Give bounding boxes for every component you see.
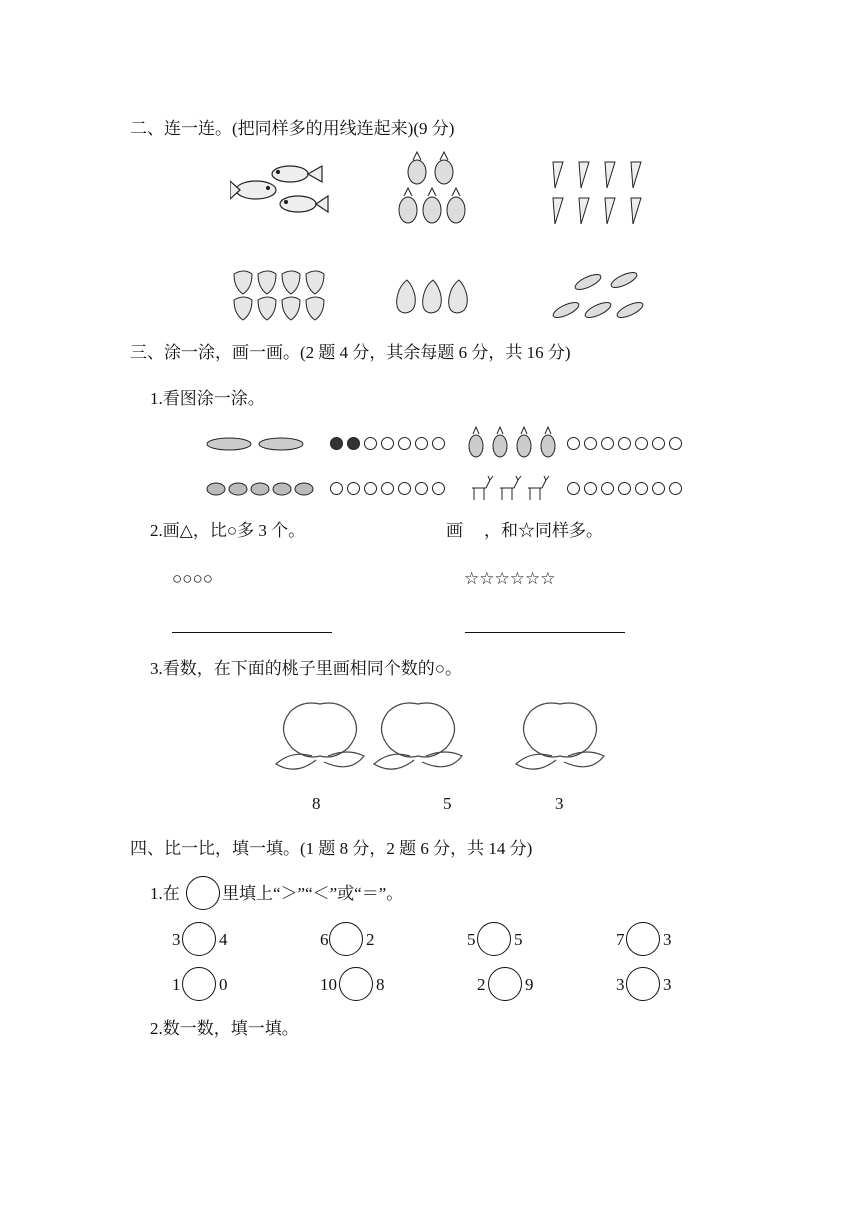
strawberry-icon [258, 271, 276, 294]
empty-circle[interactable] [618, 482, 631, 495]
empty-circle[interactable] [635, 482, 648, 495]
compare-left-number: 10 [320, 975, 337, 994]
question-4-1-post: 里填上“＞”“＜”或“＝”。 [222, 884, 404, 903]
compare-left-number: 2 [477, 975, 486, 994]
strawberry-icon [234, 297, 252, 320]
question-3-2-right-b: ，和☆同样多。 [484, 521, 603, 540]
caterpillar-icon [207, 438, 251, 450]
corn-icon [573, 272, 603, 293]
compare-circle[interactable] [626, 922, 660, 956]
compare-circle[interactable] [488, 967, 522, 1001]
empty-circle[interactable] [601, 437, 614, 450]
crab-icon [295, 483, 313, 495]
pineapple-icon [493, 427, 507, 457]
empty-circle[interactable] [669, 482, 682, 495]
caterpillar-icon [259, 438, 303, 450]
carrot-icon [631, 162, 641, 188]
crab-icon [207, 483, 225, 495]
circle-row-deer [567, 482, 682, 495]
pear-icon [423, 280, 442, 313]
carrot-icon [605, 198, 615, 224]
crab-group-image [205, 478, 317, 498]
peach-number: 3 [555, 794, 564, 813]
filled-circle [347, 437, 360, 450]
section-2-heading: 二、连一连。(把同样多的用线连起来)(9 分) [130, 119, 455, 138]
peach-icon[interactable] [512, 698, 608, 774]
compare-left-number: 3 [172, 930, 181, 949]
empty-circle[interactable] [415, 482, 428, 495]
peach-number: 8 [312, 794, 321, 813]
corn-icon [615, 300, 645, 321]
compare-left-number: 1 [172, 975, 181, 994]
compare-right-number: 0 [219, 975, 228, 994]
compare-left-number: 6 [320, 930, 329, 949]
section-4-heading: 四、比一比，填一填。(1 题 8 分，2 题 6 分，共 14 分) [130, 839, 533, 858]
compare-circle[interactable] [626, 967, 660, 1001]
fish-icon [230, 181, 276, 199]
empty-circle[interactable] [364, 437, 377, 450]
empty-circle[interactable] [398, 437, 411, 450]
corn-icon [583, 300, 613, 321]
deer-icon [500, 476, 521, 500]
given-circles: ○○○○ [172, 569, 214, 588]
caterpillar-group-image [205, 432, 315, 454]
question-4-2: 2.数一数，填一填。 [150, 1019, 299, 1038]
pineapple-group-image [395, 150, 475, 230]
strawberry-icon [306, 297, 324, 320]
strawberry-group-image [230, 270, 330, 325]
empty-circle[interactable] [567, 437, 580, 450]
empty-circle[interactable] [432, 482, 445, 495]
carrot-icon [631, 198, 641, 224]
strawberry-icon [282, 271, 300, 294]
empty-circle[interactable] [618, 437, 631, 450]
empty-circle[interactable] [381, 482, 394, 495]
strawberry-icon [282, 297, 300, 320]
pear-icon [397, 280, 416, 313]
empty-circle[interactable] [398, 482, 411, 495]
empty-circle[interactable] [347, 482, 360, 495]
pineapple-icon [399, 188, 417, 223]
compare-circle[interactable] [329, 922, 363, 956]
fish-icon [280, 196, 328, 212]
empty-circle[interactable] [330, 482, 343, 495]
pear-group-image [393, 278, 475, 316]
empty-circle[interactable] [584, 482, 597, 495]
strawberry-icon [306, 271, 324, 294]
carrot-group-image [545, 152, 655, 228]
compare-right-number: 3 [663, 975, 672, 994]
compare-left-number: 7 [616, 930, 625, 949]
compare-circle[interactable] [182, 967, 216, 1001]
given-stars: ☆☆☆☆☆☆ [464, 569, 556, 588]
crab-icon [273, 483, 291, 495]
empty-circle[interactable] [432, 437, 445, 450]
empty-circle[interactable] [635, 437, 648, 450]
filled-circle [330, 437, 343, 450]
compare-left-number: 3 [616, 975, 625, 994]
empty-circle[interactable] [652, 437, 665, 450]
pineapple-icon [541, 427, 555, 457]
deer-group-image [468, 474, 554, 504]
empty-circle[interactable] [567, 482, 580, 495]
empty-circle[interactable] [415, 437, 428, 450]
deer-icon [528, 476, 549, 500]
empty-circle[interactable] [381, 437, 394, 450]
pineapple-icon [447, 188, 465, 223]
deer-icon [472, 476, 493, 500]
empty-circle[interactable] [364, 482, 377, 495]
strawberry-icon [258, 297, 276, 320]
pineapple-icon [517, 427, 531, 457]
answer-line-right[interactable] [465, 632, 625, 633]
question-3-2-left: 2.画△，比○多 3 个。 [150, 521, 306, 540]
corn-group-image [548, 268, 648, 328]
pineapple-icon [435, 152, 453, 184]
empty-circle[interactable] [669, 437, 682, 450]
question-3-2-right-a: 画 [446, 521, 463, 540]
compare-circle[interactable] [182, 922, 216, 956]
section-3-heading: 三、涂一涂，画一画。(2 题 4 分，其余每题 6 分，共 16 分) [130, 343, 571, 362]
peach-icon[interactable] [370, 698, 466, 774]
carrot-icon [553, 198, 563, 224]
pineapple-icon [423, 188, 441, 223]
compare-left-number: 5 [467, 930, 476, 949]
circle-row-crab [330, 482, 445, 495]
compare-right-number: 2 [366, 930, 375, 949]
question-3-1: 1.看图涂一涂。 [150, 389, 265, 408]
compare-right-number: 3 [663, 930, 672, 949]
compare-right-number: 8 [376, 975, 385, 994]
circle-row-caterpillar [330, 437, 445, 450]
peach-number: 5 [443, 794, 452, 813]
empty-circle[interactable] [652, 482, 665, 495]
peach-icon[interactable] [272, 698, 368, 774]
fish-icon [272, 166, 322, 182]
compare-circle[interactable] [339, 967, 373, 1001]
fish-group-image [230, 160, 330, 218]
crab-icon [229, 483, 247, 495]
question-3-3: 3.看数，在下面的桃子里画相同个数的○。 [150, 659, 463, 678]
compare-circle[interactable] [477, 922, 511, 956]
compare-right-number: 9 [525, 975, 534, 994]
question-4-1-pre: 1.在 [150, 884, 180, 903]
answer-line-left[interactable] [172, 632, 332, 633]
empty-circle[interactable] [601, 482, 614, 495]
carrot-icon [605, 162, 615, 188]
circle-row-pineapple [567, 437, 682, 450]
example-circle [186, 876, 220, 910]
compare-right-number: 5 [514, 930, 523, 949]
carrot-icon [579, 198, 589, 224]
pear-icon [449, 280, 468, 313]
corn-icon [609, 270, 639, 291]
corn-icon [551, 300, 581, 321]
pineapple-row-image [465, 426, 561, 460]
crab-icon [251, 483, 269, 495]
empty-circle[interactable] [584, 437, 597, 450]
compare-right-number: 4 [219, 930, 228, 949]
carrot-icon [579, 162, 589, 188]
pineapple-icon [469, 427, 483, 457]
pineapple-icon [408, 152, 426, 184]
carrot-icon [553, 162, 563, 188]
strawberry-icon [234, 271, 252, 294]
